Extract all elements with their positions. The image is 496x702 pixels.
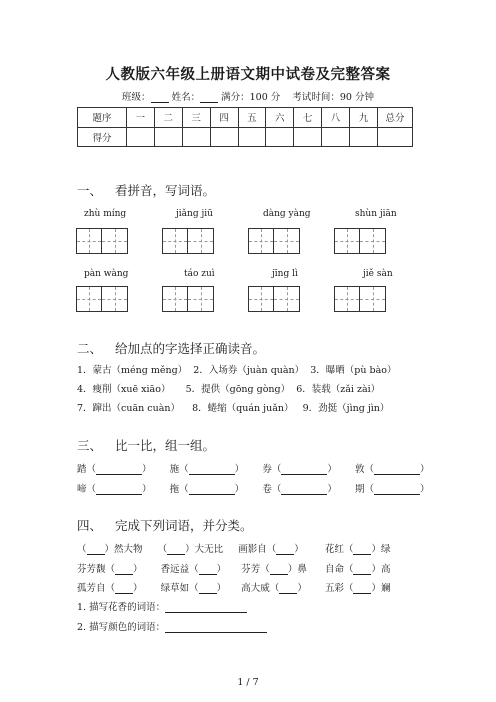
section-3-heading: 三、 比一比，组一组。 bbox=[77, 438, 216, 453]
question-line: 7．蹿出（cuān cuàn） 8．蜷缩（quán juǎn） 9．劲挺（jìng jìn） bbox=[77, 403, 390, 414]
idiom-row: （ ）然大物 （ ）大无比 画影自（ ） 花红（ ）绿 bbox=[77, 544, 391, 555]
writing-grid[interactable] bbox=[76, 286, 128, 312]
pinyin: táo zuì bbox=[184, 269, 215, 279]
classify-question-1: 1. 描写花香的词语： bbox=[77, 599, 247, 613]
idiom-row: 孤芳自（ ） 绿草如（ ） 高大威（ ） 五彩（ ）斓 bbox=[77, 583, 391, 594]
pinyin: zhù míng bbox=[84, 209, 127, 219]
writing-grid[interactable] bbox=[248, 228, 300, 254]
answer-line[interactable] bbox=[165, 601, 247, 613]
score-table-row: 得分 bbox=[78, 127, 413, 147]
section-4-heading: 四、 完成下列词语，并分类。 bbox=[77, 518, 253, 533]
class-blank[interactable] bbox=[151, 92, 169, 103]
pinyin: pàn wàng bbox=[84, 269, 129, 279]
compare-row: 踏（ ） 施（ ） 券（ ） 敦（ ） bbox=[77, 464, 430, 475]
classify-question-2: 2. 描写颜色的词语： bbox=[77, 619, 267, 633]
compare-row: 啼（ ） 拖（ ） 卷（ ） 期（ ） bbox=[77, 484, 430, 495]
pinyin: jiě sàn bbox=[363, 269, 393, 279]
pinyin: jīng lì bbox=[272, 269, 298, 279]
answer-line[interactable] bbox=[165, 621, 267, 633]
section-1-heading: 一、 看拼音，写词语。 bbox=[77, 183, 216, 198]
pinyin: shùn jiān bbox=[355, 209, 397, 219]
idiom-row: 芬芳馥（ ） 香远益（ ） 芬芳（ ）鼻 自命（ ）高 bbox=[77, 564, 391, 575]
question-line: 4．瘦削（xuē xiāo） 5．提供（gōng gòng） 6．装载（zǎi zài） bbox=[77, 384, 381, 395]
writing-grid[interactable] bbox=[76, 228, 128, 254]
score-table-header: 题序 一 二 三 四 五 六 七 八 九 总分 bbox=[78, 108, 413, 128]
exam-info: 班级： 姓名： 满分：100 分 考试时间：90 分钟 bbox=[122, 92, 374, 103]
writing-grid[interactable] bbox=[334, 286, 386, 312]
writing-grid[interactable] bbox=[162, 228, 214, 254]
page-number: 1 / 7 bbox=[237, 677, 259, 688]
section-2-heading: 二、 给加点的字选择正确读音。 bbox=[77, 341, 266, 356]
writing-grid[interactable] bbox=[334, 228, 386, 254]
writing-grid[interactable] bbox=[162, 286, 214, 312]
question-line: 1．蒙古（méng měng） 2．入场券（juàn quàn） 3．曝晒（pù bào） bbox=[77, 365, 397, 376]
score-table bbox=[77, 107, 413, 147]
page-title: 人教版六年级上册语文期中试卷及完整答案 bbox=[105, 66, 391, 83]
writing-grid[interactable] bbox=[248, 286, 300, 312]
pinyin: jiǎng jiū bbox=[176, 209, 213, 219]
pinyin: dàng yàng bbox=[263, 209, 311, 219]
name-blank[interactable] bbox=[200, 92, 218, 103]
